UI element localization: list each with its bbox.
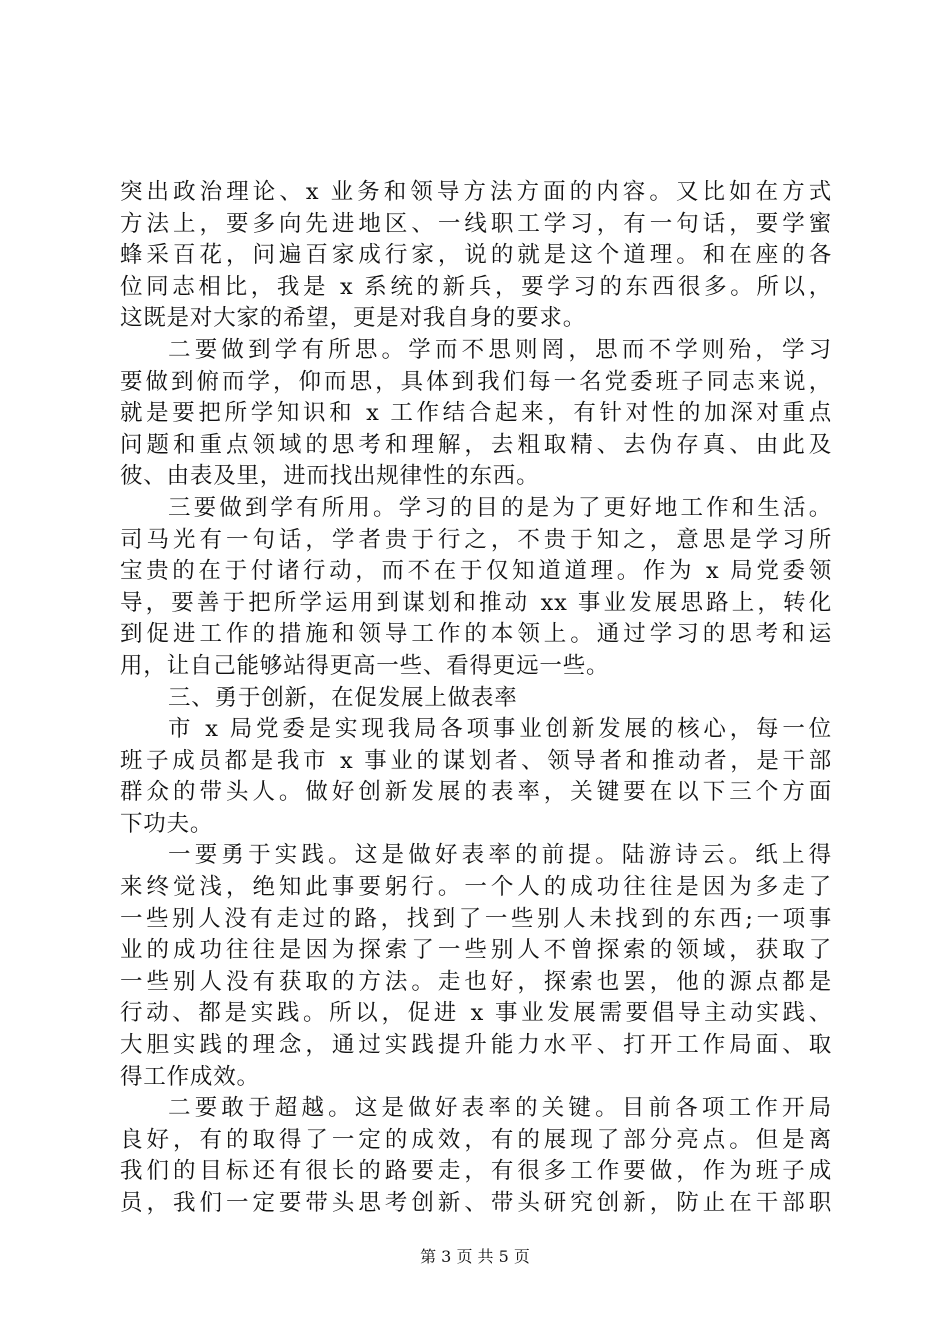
text-line: 司马光有一句话，学者贵于行之，不贵于知之，意思是学习所 bbox=[120, 526, 832, 553]
text-line: 蜂采百花，问遍百家成行家，说的就是这个道理。和在座的各 bbox=[120, 242, 832, 269]
text-line: 行动、都是实践。所以，促进 x 事业发展需要倡导主动实践、 bbox=[120, 1000, 832, 1027]
text-line: 一要勇于实践。这是做好表率的前提。陆游诗云。纸上得 bbox=[168, 842, 832, 869]
text-line: 位同志相比，我是 x 系统的新兵，要学习的东西很多。所以， bbox=[120, 273, 832, 300]
text-line: 三要做到学有所用。学习的目的是为了更好地工作和生活。 bbox=[168, 494, 832, 521]
text-line: 用，让自己能够站得更高一些、看得更远一些。 bbox=[120, 652, 610, 679]
text-line: 导，要善于把所学运用到谋划和推动 xx 事业发展思路上，转化 bbox=[120, 589, 832, 616]
text-line: 大胆实践的理念，通过实践提升能力水平、打开工作局面、取 bbox=[120, 1032, 832, 1059]
text-line: 员，我们一定要带头思考创新、带头研究创新，防止在干部职 bbox=[120, 1190, 832, 1216]
text-line: 来终觉浅，绝知此事要躬行。一个人的成功往往是因为多走了 bbox=[120, 874, 832, 901]
body-text bbox=[120, 177, 832, 1220]
text-line: 到促进工作的措施和领导工作的本领上。通过学习的思考和运 bbox=[120, 621, 832, 648]
text-line: 群众的带头人。做好创新发展的表率，关键要在以下三个方面 bbox=[120, 779, 832, 806]
text-line: 一些别人没有走过的路，找到了一些别人未找到的东西;一项事 bbox=[120, 905, 832, 932]
text-line: 问题和重点领域的思考和理解，去粗取精、去伪存真、由此及 bbox=[120, 431, 832, 458]
text-line: 良好，有的取得了一定的成效，有的展现了部分亮点。但是离 bbox=[120, 1126, 832, 1153]
text-line: 突出政治理论、x 业务和领导方法方面的内容。又比如在方式 bbox=[120, 179, 832, 205]
text-line: 彼、由表及里，进而找出规律性的东西。 bbox=[120, 463, 540, 490]
text-line: 一些别人没有获取的方法。走也好，探索也罢，他的源点都是 bbox=[120, 968, 832, 995]
text-line: 要做到俯而学，仰而思，具体到我们每一名党委班子同志来说， bbox=[120, 368, 832, 395]
text-line: 下功夫。 bbox=[120, 810, 214, 837]
text-line: 班子成员都是我市 x 事业的谋划者、领导者和推动者，是干部 bbox=[120, 747, 832, 774]
text-line: 业的成功往往是因为探索了一些别人不曾探索的领域，获取了 bbox=[120, 937, 832, 964]
text-line: 就是要把所学知识和 x 工作结合起来，有针对性的加深对重点 bbox=[120, 400, 832, 427]
text-line: 这既是对大家的希望，更是对我自身的要求。 bbox=[120, 305, 587, 332]
text-line: 方法上，要多向先进地区、一线职工学习，有一句话，要学蜜 bbox=[120, 210, 832, 237]
text-line: 二要做到学有所思。学而不思则罔，思而不学则殆，学习 bbox=[168, 336, 832, 363]
text-line: 三、勇于创新，在促发展上做表率 bbox=[168, 684, 518, 711]
text-line: 得工作成效。 bbox=[120, 1063, 260, 1090]
text-line: 宝贵的在于付诸行动，而不在于仅知道道理。作为 x 局党委领 bbox=[120, 558, 832, 585]
page-footer: 第 3 页 共 5 页 bbox=[420, 1247, 530, 1266]
text-line: 市 x 局党委是实现我局各项事业创新发展的核心，每一位 bbox=[168, 716, 832, 743]
text-line: 二要敢于超越。这是做好表率的关键。目前各项工作开局 bbox=[168, 1095, 832, 1122]
text-line: 我们的目标还有很长的路要走，有很多工作要做，作为班子成 bbox=[120, 1158, 832, 1185]
